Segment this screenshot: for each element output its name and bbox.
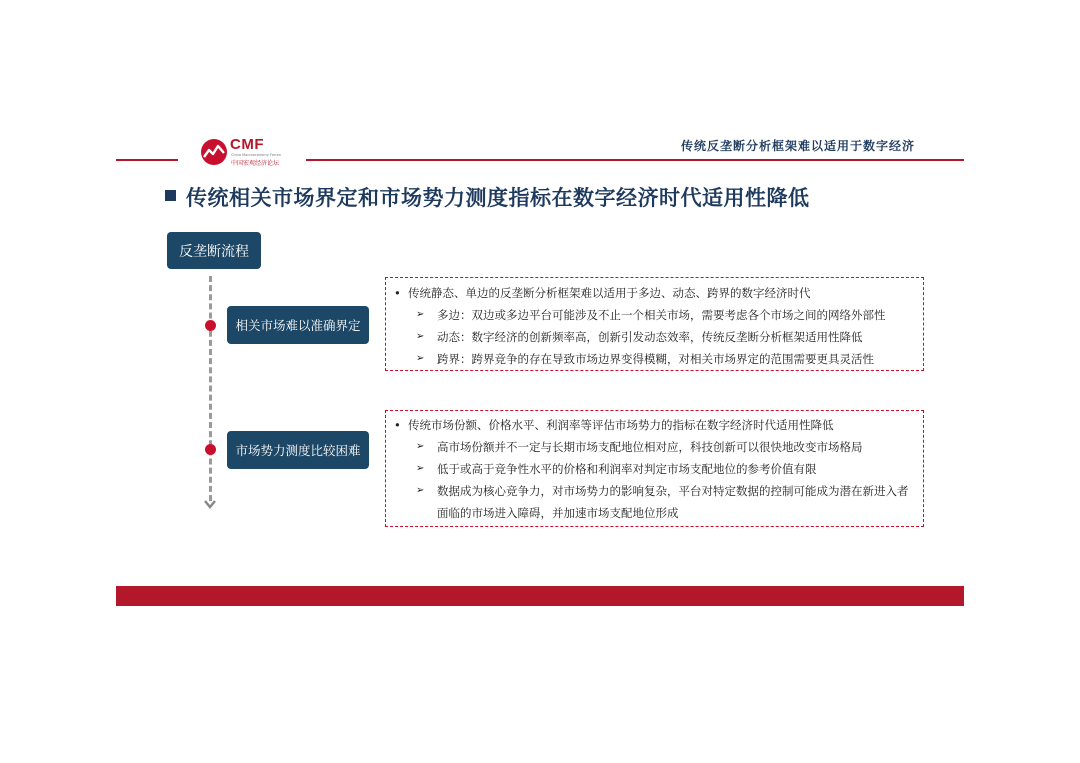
detail-2-sub-2-text: 低于或高于竞争性水平的价格和利润率对判定市场支配地位的参考价值有限	[437, 462, 817, 476]
detail-2-bullet	[394, 414, 915, 436]
header-rule-right	[306, 159, 964, 161]
detail-1-sub-1-text: 多边：双边或多边平台可能涉及不止一个相关市场，需要考虑各个市场之间的网络外部性	[437, 308, 886, 322]
flow-dashed-line	[209, 276, 212, 501]
detail-2-bullet-text: 传统市场份额、价格水平、利润率等评估市场势力的指标在数字经济时代适用性降低	[408, 418, 834, 432]
step-2-dot	[205, 444, 216, 455]
logo	[200, 136, 295, 168]
detail-1-sub-1	[394, 304, 915, 326]
logo-chinese: 中国宏观经济论坛	[231, 160, 280, 167]
page-title: 传统相关市场界定和市场势力测度指标在数字经济时代适用性降低	[186, 186, 810, 210]
detail-1-sub-2	[394, 326, 915, 348]
step-1-box: 相关市场难以准确界定	[227, 306, 369, 344]
detail-1-sub-2-text: 动态：数字经济的创新频率高，创新引发动态效率，传统反垄断分析框架适用性降低	[437, 330, 863, 344]
detail-box-1	[385, 277, 924, 371]
detail-box-2	[385, 410, 924, 527]
step-2-box: 市场势力测度比较困难	[227, 431, 369, 469]
detail-2-sub-1	[394, 436, 915, 458]
detail-2-sub-3-text: 数据成为核心竞争力，对市场势力的影响复杂，平台对特定数据的控制可能成为潜在新进入者面临的市场进入障碍，并加速市场支配地位形成	[437, 484, 909, 520]
flow-head-box: 反垄断流程	[167, 232, 261, 269]
footer-band	[116, 586, 964, 606]
detail-1-bullet	[394, 282, 915, 304]
detail-2-sub-1-text: 高市场份额并不一定与长期市场支配地位相对应，科技创新可以很快地改变市场格局	[437, 440, 863, 454]
logo-brand: CMF	[230, 136, 264, 153]
title-square-icon	[165, 190, 176, 201]
arrow-bullet-icon: ➢	[416, 353, 425, 364]
step-1-dot	[205, 320, 216, 331]
bullet-icon: •	[394, 418, 401, 432]
bullet-icon: •	[394, 286, 401, 300]
flow-arrow-down-icon	[203, 497, 217, 511]
arrow-bullet-icon: ➢	[416, 441, 425, 452]
arrow-bullet-icon: ➢	[416, 463, 425, 474]
detail-1-sub-3	[394, 348, 915, 370]
header-subtitle: 传统反垄断分析框架难以适用于数字经济	[680, 139, 915, 153]
header-rule-left	[116, 159, 178, 161]
arrow-bullet-icon: ➢	[416, 485, 425, 496]
logo-english: China Macroeconomy Forum	[231, 153, 281, 157]
arrow-bullet-icon: ➢	[416, 309, 425, 320]
detail-1-sub-3-text: 跨界：跨界竞争的存在导致市场边界变得模糊，对相关市场界定的范围需要更具灵活性	[437, 352, 874, 366]
detail-2-sub-3	[394, 480, 917, 524]
arrow-bullet-icon: ➢	[416, 331, 425, 342]
detail-1-bullet-text: 传统静态、单边的反垄断分析框架难以适用于多边、动态、跨界的数字经济时代	[408, 286, 811, 300]
logo-mark-icon	[200, 138, 228, 166]
detail-2-sub-2	[394, 458, 915, 480]
